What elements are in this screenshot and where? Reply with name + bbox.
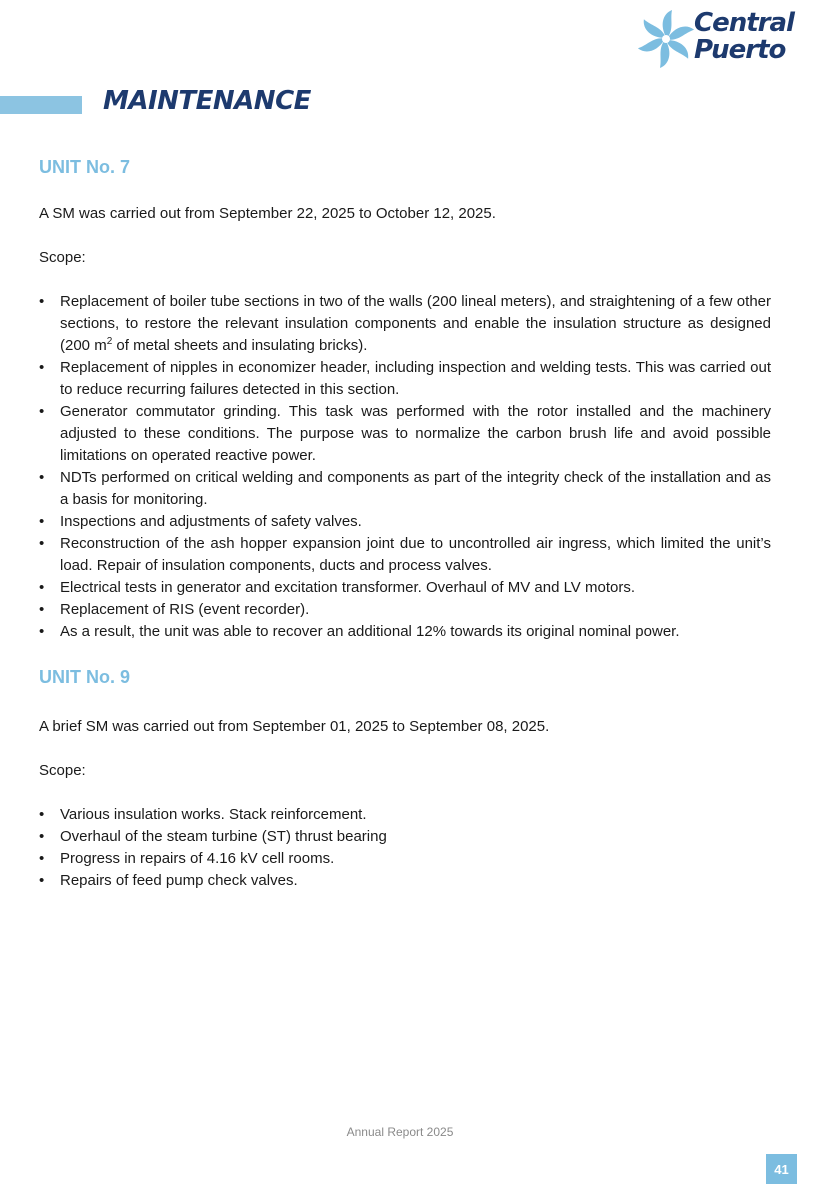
list-item: • Repairs of feed pump check valves. [39,870,771,892]
pinwheel-logo-icon [638,8,694,70]
list-item: • Replacement of boiler tube sections in two of the walls (200 lineal meters), and straightening of a few other sections, to restore the relevant insulation components and enable the insulation structure as designed (200 $m^2$ of metal sheets and insulating bricks). [39,291,771,357]
unit-9-intro: A brief SM was carried out from September 01, 2025 to September 08, 2025. [39,718,550,735]
list-item: • Replacement of nipples in economizer header, including inspection and welding tests. This was carried out to reduce recurring failures detected in this section. [39,357,771,401]
brand-line-1: Central [694,8,794,38]
unit-9-heading: UNIT No. 9 [39,667,131,687]
brand-line-2: Puerto [694,35,786,65]
unit-7-heading: UNIT No. 7 [39,157,131,177]
list-item: • Reconstruction of the ash hopper expansion joint due to uncontrolled air ingress, which limited the unit’s load. Repair of insulation components, ducts and process valves. [39,533,771,577]
list-item: • Replacement of RIS (event recorder). [39,599,771,621]
unit-9-scope-label: Scope: [39,762,86,779]
footer-text: Annual Report 2025 [346,1125,454,1139]
company-logo [638,8,803,70]
brand-name [694,10,794,64]
title-accent-bar [0,96,82,114]
unit-7-scope-label: Scope: [39,249,86,266]
list-item: • Various insulation works. Stack reinforcement. [39,804,771,826]
page-number: 41 [766,1154,797,1184]
page-title: MAINTENANCE [103,86,311,116]
list-item: • Inspections and adjustments of safety valves. [39,511,771,533]
unit-7-scope-list [39,291,771,643]
list-item: • Progress in repairs of 4.16 kV cell rooms. [39,848,771,870]
list-item: • As a result, the unit was able to recover an additional 12% towards its original nominal power. [39,621,771,643]
unit-9-scope-list [39,804,771,892]
list-item: • Overhaul of the steam turbine (ST) thrust bearing [39,826,771,848]
unit-7-intro: A SM was carried out from September 22, 2025 to October 12, 2025. [39,205,496,222]
list-item: • Generator commutator grinding. This task was performed with the rotor installed and the machinery adjusted to these conditions. The purpose was to normalize the carbon brush life and avoid possible limitations on operated reactive power. [39,401,771,467]
list-item: • Electrical tests in generator and excitation transformer. Overhaul of MV and LV motors. [39,577,771,599]
list-item: • NDTs performed on critical welding and components as part of the integrity check of the installation and as a basis for monitoring. [39,467,771,511]
